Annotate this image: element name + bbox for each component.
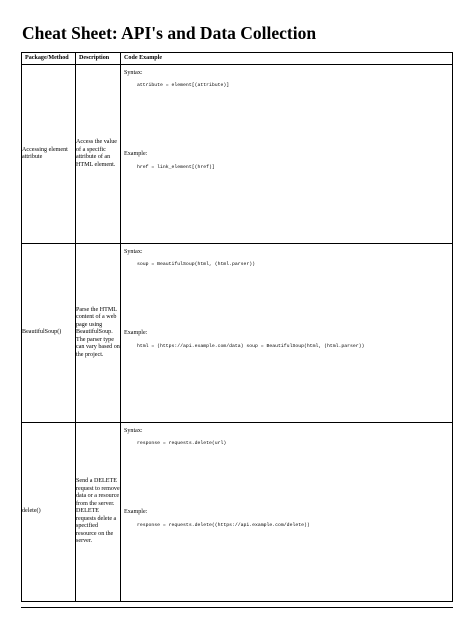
syntax-code: soup = BeautifulSoup(html, (html.parser)) xyxy=(137,262,256,267)
header-description: Description xyxy=(76,53,121,65)
table-header-row xyxy=(22,53,453,65)
code-example-cell xyxy=(121,65,453,244)
header-code-example: Code Example xyxy=(121,53,453,65)
method-name: delete() xyxy=(22,423,76,602)
example-label: Example: xyxy=(124,509,148,515)
syntax-label: Syntax: xyxy=(124,70,143,76)
example-code: html = (https://api.example.com/data) soup = BeautifulSoup(html, (html.parser)) xyxy=(137,344,365,349)
example-label: Example: xyxy=(124,151,148,157)
header-package-method: Package/Method xyxy=(22,53,76,65)
syntax-code: attribute = element[(attribute)] xyxy=(137,83,230,88)
example-code: href = link_element[(href)] xyxy=(137,165,215,170)
table-row xyxy=(22,244,453,423)
table-row xyxy=(22,423,453,602)
syntax-label: Syntax: xyxy=(124,249,143,255)
syntax-label: Syntax: xyxy=(124,428,143,434)
method-description: Send a DELETE request to remove data or a resource from the server. DELETE requests delete a specified resource on the server. xyxy=(76,423,121,602)
code-example-cell xyxy=(121,244,453,423)
cheat-sheet-table xyxy=(21,52,453,602)
table-row xyxy=(22,65,453,244)
method-name: BeautifulSoup() xyxy=(22,244,76,423)
method-name: Accessing element attribute xyxy=(22,65,76,244)
page-title: Cheat Sheet: API's and Data Collection xyxy=(22,23,317,43)
syntax-code: response = requests.delete(url) xyxy=(137,441,227,446)
method-description: Parse the HTML content of a web page using BeautifulSoup. The parser type can vary based on the project. xyxy=(76,244,121,423)
code-example-cell xyxy=(121,423,453,602)
method-description: Access the value of a specific attribute of an HTML element. xyxy=(76,65,121,244)
page-bottom-rule xyxy=(21,607,453,608)
example-label: Example: xyxy=(124,330,148,336)
example-code: response = requests.delete((https://api.example.com/delete)) xyxy=(137,523,310,528)
